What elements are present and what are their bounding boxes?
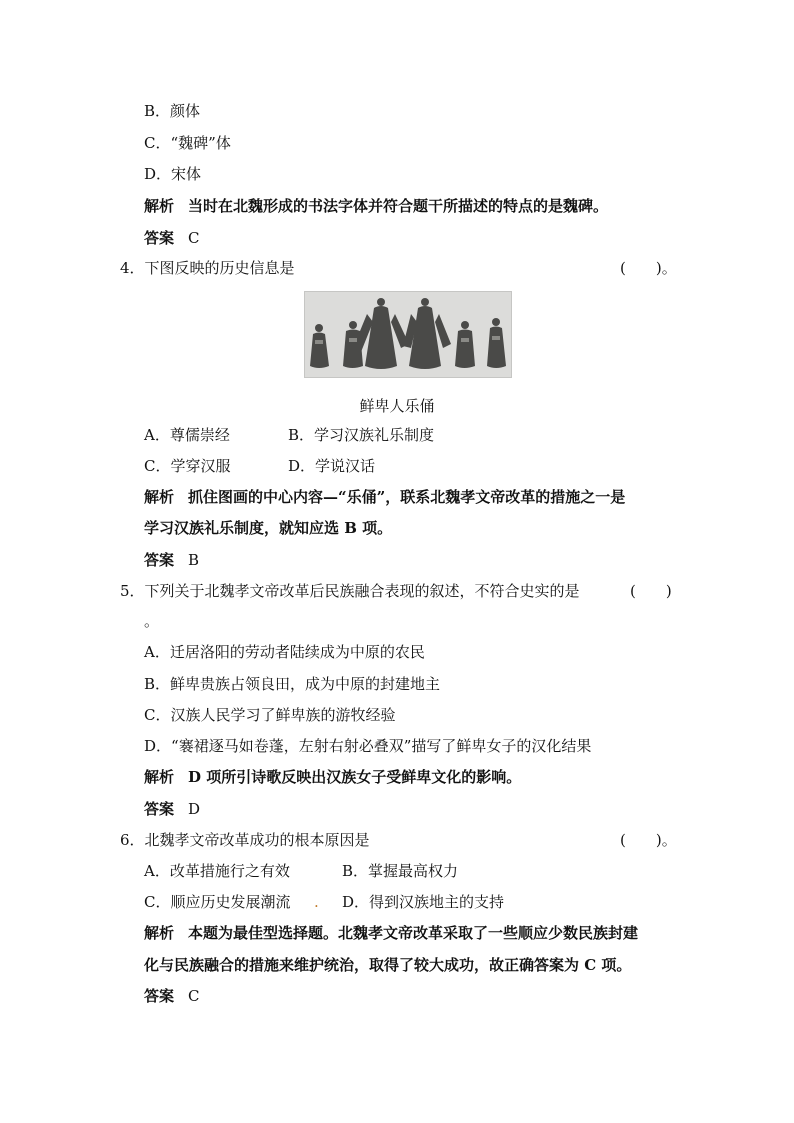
q3-option-c: C．“魏碑”体 (144, 134, 231, 152)
q6-analysis-line2 (144, 955, 631, 975)
q4-analysis-line2 (144, 518, 392, 538)
q3-answer (144, 228, 200, 248)
q3-analysis (144, 196, 608, 216)
q5-option-c: C．汉族人民学习了鲜卑族的游牧经验 (144, 706, 396, 724)
q5-stem-tail: 。 (144, 612, 160, 630)
answer-label: 答案 (144, 800, 175, 818)
q5-analysis (144, 767, 521, 787)
q5-answer-value: D (188, 800, 201, 818)
q4-option-b: B．学习汉族礼乐制度 (288, 426, 435, 444)
q4-option-c: C．学穿汉服 (144, 457, 231, 475)
q6-option-a: A．改革措施行之有效 (144, 862, 290, 880)
q5-option-a: A．迁居洛阳的劳动者陆续成为中原的农民 (144, 643, 425, 661)
q6-options-ab (144, 861, 458, 881)
q4-answer (144, 550, 199, 570)
analysis-label: 解析 (144, 197, 175, 215)
q5-option-d: D．“褰裙逐马如卷蓬，左射右射必叠双”描写了鲜卑女子的汉化结果 (144, 737, 592, 755)
q6-option-c: C．顺应历史发展潮流 (144, 893, 291, 911)
q3-option-d: D．宋体 (144, 165, 202, 183)
q4-answer-paren: ( )。 (620, 259, 677, 277)
q6-analysis-line1 (144, 923, 638, 943)
q5-option-b: B．鲜卑贵族占领良田，成为中原的封建地主 (144, 675, 441, 693)
answer-label: 答案 (144, 229, 175, 247)
q6-option-d: D．得到汉族地主的支持 (342, 893, 505, 911)
q4-analysis-text-1: 抓住图画的中心内容—“乐俑”，联系北魏孝文帝改革的措施之一是 (188, 488, 626, 506)
q3-option-b: B．颜体 (144, 102, 201, 120)
figure-caption: 鲜卑人乐俑 (359, 397, 435, 415)
figurines-illustration (305, 292, 511, 377)
q3-analysis-text: 当时在北魏形成的书法字体并符合题干所描述的特点的是魏碑。 (188, 197, 609, 215)
answer-label: 答案 (144, 551, 175, 569)
q6-options-cd (144, 892, 504, 912)
q4-analysis-text-2: 学习汉族礼乐制度，就知应选 B 项。 (144, 519, 393, 537)
analysis-label: 解析 (144, 924, 175, 942)
q6-analysis-text-2: 化与民族融合的措施来维护统治，取得了较大成功，故正确答案为 C 项。 (144, 956, 632, 974)
q6-option-b: B．掌握最高权力 (342, 862, 459, 880)
q4-analysis-line1 (144, 487, 625, 507)
q6-analysis-text-1: 本题为最佳型选择题。北魏孝文帝改革采取了一些顺应少数民族封建 (188, 924, 639, 942)
q4-options-ab (144, 425, 434, 445)
musician-figurines-image (304, 291, 512, 378)
q4-stem: 4．下图反映的历史信息是 (120, 259, 295, 277)
q6-answer-value: C (188, 987, 200, 1005)
q4-option-a: A．尊儒崇经 (144, 426, 230, 444)
q6-stem: 6．北魏孝文帝改革成功的根本原因是 (120, 831, 370, 849)
answer-label: 答案 (144, 987, 175, 1005)
q3-answer-value: C (188, 229, 200, 247)
analysis-label: 解析 (144, 768, 175, 786)
stray-dot-mark: . (314, 893, 319, 911)
q4-options-cd (144, 456, 375, 476)
q5-stem: 5．下列关于北魏孝文帝改革后民族融合表现的叙述，不符合史实的是 (120, 582, 580, 600)
q4-answer-value: B (188, 551, 200, 569)
q5-analysis-text: D 项所引诗歌反映出汉族女子受鲜卑文化的影响。 (188, 768, 522, 786)
q5-answer (144, 799, 200, 819)
analysis-label: 解析 (144, 488, 175, 506)
q6-answer (144, 986, 200, 1006)
q5-answer-paren: ( ) (630, 582, 672, 600)
q6-answer-paren: ( )。 (620, 831, 677, 849)
q4-option-d: D．学说汉话 (288, 457, 376, 475)
